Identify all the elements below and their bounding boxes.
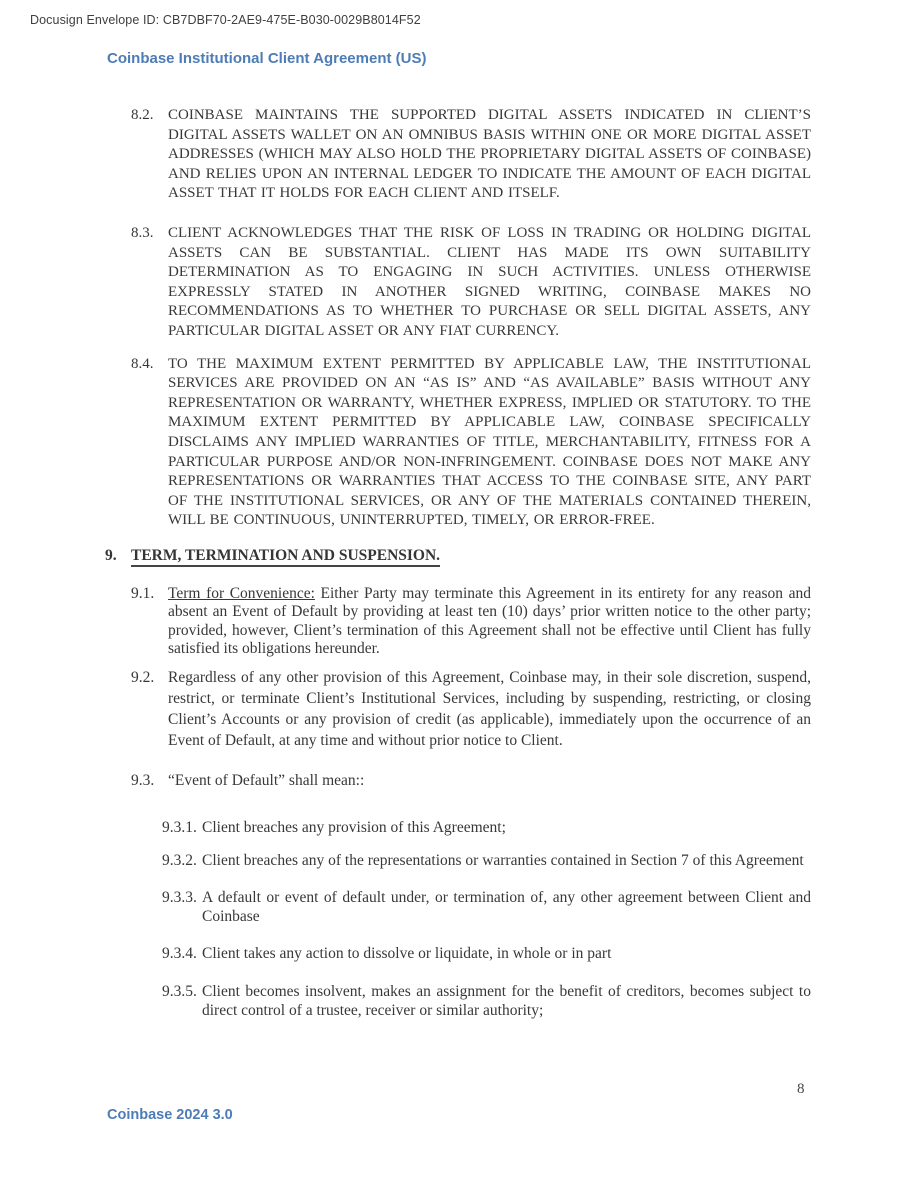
clause-number: 8.3. <box>131 224 154 241</box>
clause-number: 9.3.3. <box>162 889 197 907</box>
clause-lead-underlined: Term for Convenience: <box>168 584 315 602</box>
clause-text: Client breaches any provision of this Agreement; <box>202 818 506 836</box>
document-body <box>105 106 812 1020</box>
clause-9-3 <box>131 771 811 790</box>
clause-text: COINBASE MAINTAINS THE SUPPORTED DIGITAL ASSETS INDICATED IN CLIENT’S DIGITAL ASSETS WALLET ON AN OMNIBUS BASIS WITHIN ONE OR MORE DIGITAL ASSET ADDRESSES (WHICH MAY ALSO HOLD THE PROPRIETARY DIGITAL ASSETS OF COINBASE) AND RELIES UPON AN INTERNAL LEDGER TO INDICATE THE AMOUNT OF EACH DIGITAL ASSET THAT IT HOLDS FOR EACH CLIENT AND ITSELF. <box>168 107 811 202</box>
clause-number: 9.3.5. <box>162 982 197 1000</box>
clause-number: 8.4. <box>131 355 154 372</box>
clause-number: 9.3.4. <box>162 944 197 962</box>
clause-text: “Event of Default” shall mean:: <box>168 771 365 789</box>
clause-9-2 <box>131 667 811 751</box>
clause-text: A default or event of default under, or termination of, any other agreement between Client and Coinbase <box>202 889 811 926</box>
clause-text: Client takes any action to dissolve or liquidate, in whole or in part <box>202 944 612 962</box>
clause-text <box>168 585 811 659</box>
clause-body-text: Either Party may terminate this Agreement in its entirety for any reason and absent an Event of Default by providing at least ten (10) days’ prior written notice to the other party; provided, however, Client’s termination of this Agreement shall not be effective until Client has fully satisfied its obligations hereunder. <box>168 584 812 658</box>
footer-version-label: Coinbase 2024 3.0 <box>107 1107 233 1123</box>
clause-text: Client breaches any of the representations or warranties contained in Section 7 of this Agreement <box>202 852 804 870</box>
clause-8-3 <box>131 224 811 342</box>
clause-text: CLIENT ACKNOWLEDGES THAT THE RISK OF LOSS IN TRADING OR HOLDING DIGITAL ASSETS CAN BE SUBSTANTIAL. CLIENT HAS MADE ITS OWN SUITABILITY DETERMINATION AS TO ENGAGING IN SUCH ACTIVITIES. UNLESS OTHERWISE EXPRESSLY STATED IN ANOTHER SIGNED WRITING, COINBASE MAKES NO RECOMMENDATIONS AS TO WHETHER TO PURCHASE OR SELL DIGITAL ASSETS, ANY PARTICULAR DIGITAL ASSET OR ANY FIAT CURRENCY. <box>168 224 811 339</box>
document-title: Coinbase Institutional Client Agreement (US) <box>107 50 427 67</box>
clause-text: TO THE MAXIMUM EXTENT PERMITTED BY APPLICABLE LAW, THE INSTITUTIONAL SERVICES ARE PROVIDED ON AN “AS IS” AND “AS AVAILABLE” BASIS WITHOUT ANY REPRESENTATION OR WARRANTY, WHETHER EXPRESS, IMPLIED OR STATUTORY. TO THE MAXIMUM EXTENT PERMITTED BY APPLICABLE LAW, COINBASE SPECIFICALLY DISCLAIMS ANY IMPLIED WARRANTIES OF TITLE, MERCHANTABILITY, FITNESS FOR A PARTICULAR PURPOSE AND/OR NON-INFRINGEMENT. COINBASE DOES NOT MAKE ANY REPRESENTATIONS OR WARRANTIES THAT ACCESS TO THE COINBASE SITE, ANY PART OF THE INSTITUTIONAL SERVICES, OR ANY OF THE MATERIALS CONTAINED THEREIN, WILL BE CONTINUOUS, UNINTERRUPTED, TIMELY, OR ERROR-FREE. <box>168 355 811 529</box>
page-number: 8 <box>797 1081 805 1097</box>
clause-9-3-2 <box>162 851 811 870</box>
clause-number: 9.2. <box>131 668 155 686</box>
clause-9-1 <box>131 585 811 659</box>
clause-number: 9.3.1. <box>162 818 197 836</box>
clause-text: Regardless of any other provision of this Agreement, Coinbase may, in their sole discretion, suspend, restrict, or terminate Client’s Institutional Services, including by suspending, restricting, or closing Client’s Accounts or any provision of credit (as applicable), immediately upon the occurrence of an Event of Default, at any time and without prior notice to Client. <box>168 668 811 749</box>
docusign-envelope-id: Docusign Envelope ID: CB7DBF70-2AE9-475E-B030-0029B8014F52 <box>30 13 421 27</box>
section-number: 9. <box>105 546 117 564</box>
clause-9-3-5 <box>162 982 811 1020</box>
clause-number: 9.3. <box>131 771 155 789</box>
clause-8-2 <box>131 106 811 204</box>
clause-9-3-3 <box>162 888 811 926</box>
clause-number: 9.1. <box>131 584 155 602</box>
clause-number: 9.3.2. <box>162 852 197 870</box>
clause-9-3-4 <box>162 944 811 963</box>
clause-9-3-1 <box>162 818 811 837</box>
clause-number: 8.2. <box>131 107 154 123</box>
section-9-heading <box>105 547 811 565</box>
clause-8-4 <box>131 355 811 531</box>
section-heading-text: TERM, TERMINATION AND SUSPENSION. <box>131 547 440 567</box>
clause-text: Client becomes insolvent, makes an assignment for the benefit of creditors, becomes subject to direct control of a trustee, receiver or similar authority; <box>202 982 811 1020</box>
